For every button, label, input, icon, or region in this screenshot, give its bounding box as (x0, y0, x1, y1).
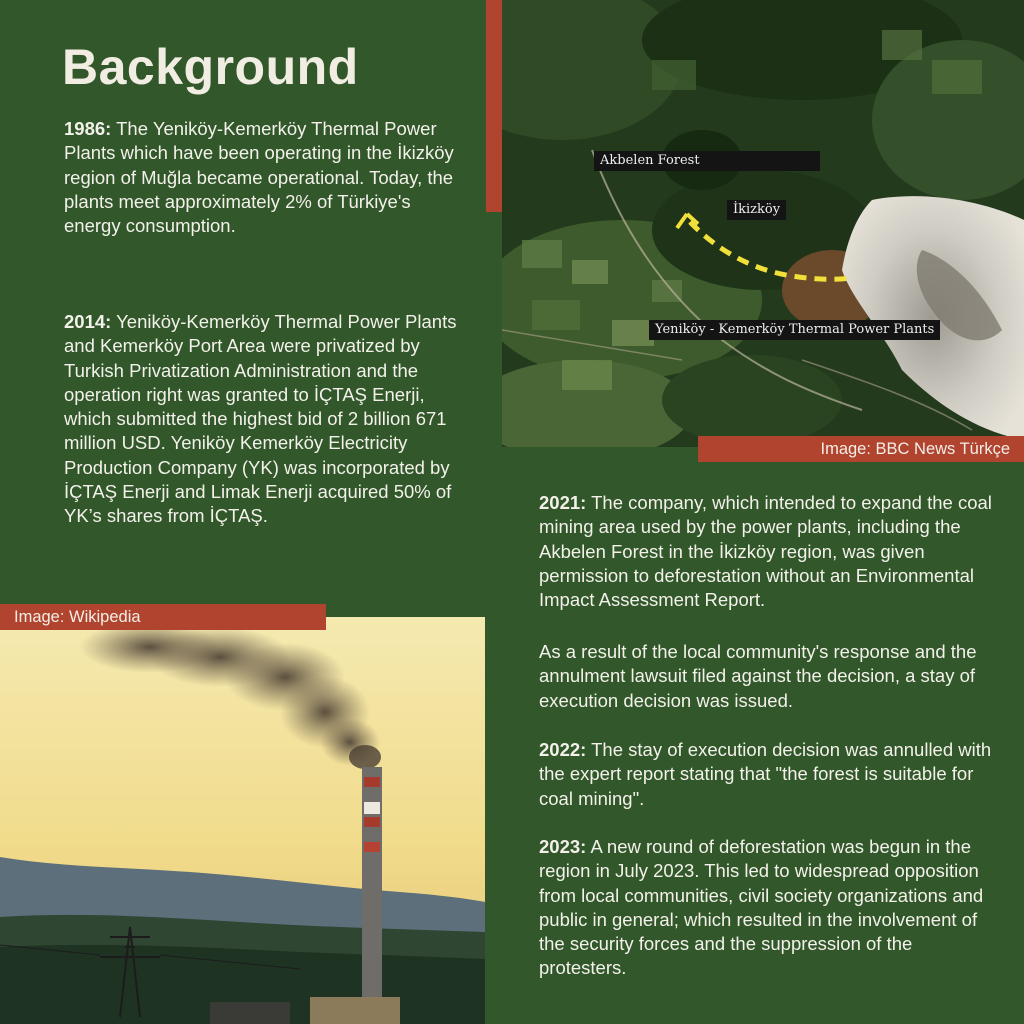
satellite-map-graphic (502, 0, 1024, 447)
entry-2023 (539, 835, 1004, 981)
page-title: Background (62, 39, 359, 95)
entry-2014 (64, 310, 464, 529)
smokestack-photo-graphic (0, 617, 485, 1024)
map-label-akbelen-forest: Akbelen Forest (594, 151, 820, 171)
photo-caption: Image: Wikipedia (0, 604, 326, 630)
entry-text: A new round of deforestation was begun in the region in July 2023. This led to widespread opposition from local communities, civil society organizations and public in general; which resulted in the involvement of the security forces and the suppression of the protesters. (539, 836, 984, 979)
entry-year: 2021: (539, 492, 587, 513)
entry-year: 2023: (539, 836, 587, 857)
entry-text: Yeniköy-Kemerköy Thermal Power Plants and Kemerköy Port Area were privatized by Turkish Privatization Administration and the operation right was granted to İÇTAŞ Enerji, which submitted the highest bid of 2 billion 671 million USD. Yeniköy Kemerköy Electricity Production Company (YK) was incorporated by İÇTAŞ Enerji and Limak Enerji acquired 50% of YK’s shares from İÇTAŞ. (64, 311, 457, 527)
entry-stay-of-execution (539, 640, 1004, 713)
entry-text: As a result of the local community's response and the annulment lawsuit filed against the decision, a stay of execution decision was issued. (539, 641, 977, 711)
entry-text: The company, which intended to expand the coal mining area used by the power plants, including the Akbelen Forest in the İkizköy region, was given permission to deforestation without an Environmental Impact Assessment Report. (539, 492, 992, 611)
smokestack-photo (0, 617, 485, 1024)
map-caption: Image: BBC News Türkçe (698, 436, 1024, 462)
satellite-map-image (502, 0, 1024, 447)
entry-text: The Yeniköy-Kemerköy Thermal Power Plants which have been operating in the İkizköy region of Muğla became operational. Today, the plants meet approximately 2% of Türkiye's energy consumption. (64, 118, 454, 237)
entry-year: 2014: (64, 311, 112, 332)
entry-year: 1986: (64, 118, 112, 139)
entry-2021 (539, 491, 1004, 612)
entry-1986 (64, 117, 464, 238)
map-label-ikizkoy: İkizköy (727, 200, 786, 220)
map-label-power-plants: Yeniköy - Kemerköy Thermal Power Plants (649, 320, 940, 340)
entry-2022 (539, 738, 1004, 811)
entry-text: The stay of execution decision was annulled with the expert report stating that "the forest is suitable for coal mining". (539, 739, 992, 809)
entry-year: 2022: (539, 739, 587, 760)
